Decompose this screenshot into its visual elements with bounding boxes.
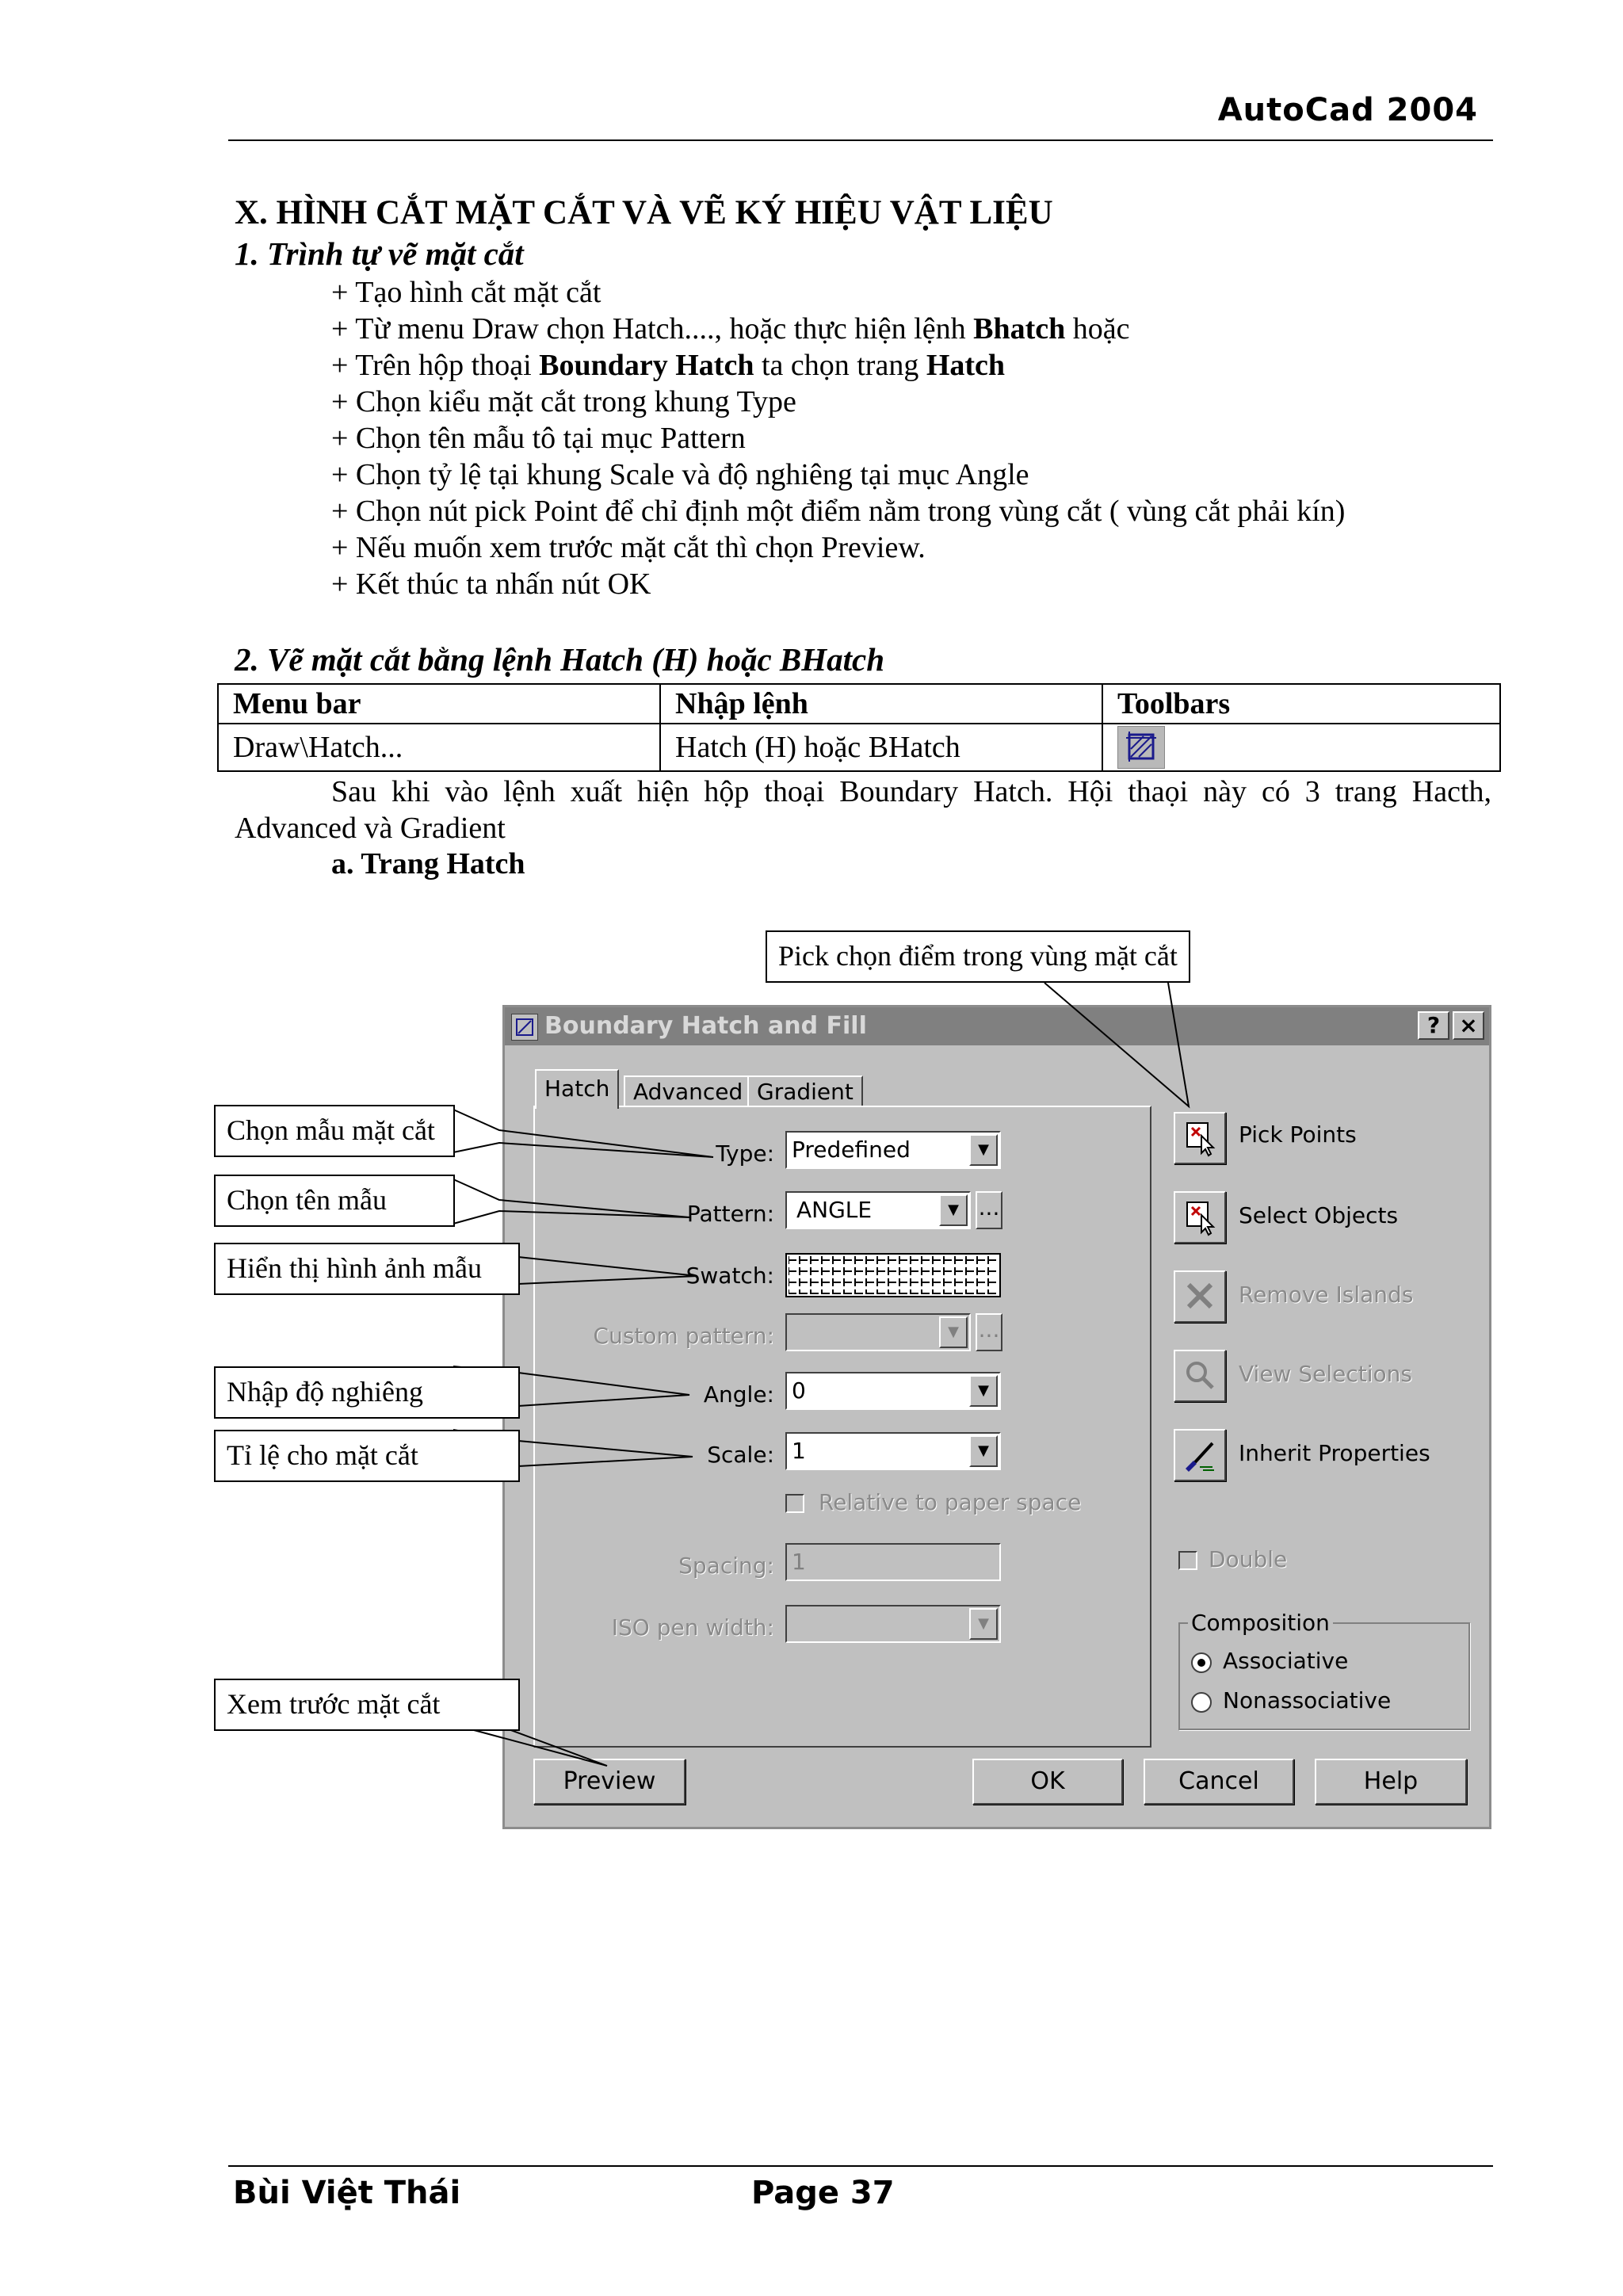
boundary-hatch-dialog <box>502 1005 1491 1829</box>
scale-value: 1 <box>792 1438 806 1464</box>
step-6: + Chọn tỷ lệ tại khung Scale và độ nghiêng tại mục Angle <box>331 458 1029 491</box>
step-4: + Chọn kiểu mặt cắt trong khung Type <box>331 385 796 418</box>
pattern-browse-button[interactable]: ... <box>976 1191 1002 1229</box>
select-objects-button[interactable] <box>1174 1191 1226 1244</box>
footer-rule <box>228 2165 1493 2167</box>
command-table <box>217 683 1501 772</box>
dialog-intro-paragraph: Sau khi vào lệnh xuất hiện hộp thoại Boundary Hatch. Hội thaọi này có 3 trang Hacth, Advanced và Gradient <box>235 775 1491 845</box>
double-checkbox <box>1178 1551 1197 1570</box>
scale-label: Scale: <box>707 1442 774 1468</box>
table-cell <box>1102 724 1500 771</box>
subheading-procedure: 1. Trình tự vẽ mặt cắt <box>235 235 524 272</box>
cancel-button[interactable]: Cancel <box>1144 1759 1294 1805</box>
composition-label: Composition <box>1188 1610 1333 1636</box>
relative-label: Relative to paper space <box>819 1489 1082 1515</box>
section-title: X. HÌNH CẮT MẶT CẮT VÀ VẼ KÝ HIỆU VẬT LIỆU <box>235 194 1053 231</box>
header-title: AutoCad 2004 <box>1217 92 1478 128</box>
inherit-properties-button[interactable] <box>1174 1429 1226 1481</box>
preview-button[interactable]: Preview <box>533 1759 685 1805</box>
select-objects-label[interactable]: Select Objects <box>1239 1202 1399 1228</box>
step-3: + Trên hộp thoại Boundary Hatch ta chọn trang Hatch <box>331 349 1006 382</box>
callout-angle: Nhập độ nghiêng <box>214 1366 520 1419</box>
view-selections-label: View Selections <box>1239 1361 1412 1387</box>
tab-advanced[interactable]: Advanced <box>624 1075 752 1107</box>
help-button[interactable]: Help <box>1315 1759 1467 1805</box>
pick-points-label[interactable]: Pick Points <box>1239 1121 1357 1148</box>
inherit-properties-label[interactable]: Inherit Properties <box>1239 1440 1430 1466</box>
spacing-input <box>785 1543 1001 1581</box>
step-9: + Kết thúc ta nhấn nút OK <box>331 567 651 601</box>
hatch-icon[interactable] <box>1117 726 1165 769</box>
table-cell: Hatch (H) hoặc BHatch <box>660 724 1102 771</box>
custom-pattern-select <box>785 1313 971 1351</box>
dialog-title: Boundary Hatch and Fill <box>544 1012 867 1040</box>
table-header-row <box>218 684 1500 724</box>
chevron-down-icon[interactable]: ▼ <box>969 1375 998 1407</box>
associative-label[interactable]: Associative <box>1223 1648 1349 1674</box>
swatch-preview[interactable] <box>785 1253 1001 1297</box>
custom-pattern-label: Custom pattern: <box>593 1323 774 1349</box>
app-icon <box>511 1014 538 1041</box>
remove-islands-button <box>1174 1270 1226 1323</box>
table-header: Toolbars <box>1102 684 1500 724</box>
callout-type: Chọn mẫu mặt cắt <box>214 1105 455 1157</box>
remove-islands-label: Remove Islands <box>1239 1282 1414 1308</box>
header-rule <box>228 139 1493 141</box>
nonassociative-radio[interactable] <box>1191 1692 1212 1713</box>
select-objects-icon <box>1176 1193 1224 1240</box>
swatch-pattern <box>787 1255 999 1296</box>
tab-gradient[interactable]: Gradient <box>747 1075 863 1107</box>
scale-select[interactable] <box>785 1432 1001 1470</box>
angle-select[interactable] <box>785 1372 1001 1410</box>
pick-points-button[interactable] <box>1174 1112 1226 1164</box>
angle-value: 0 <box>792 1377 806 1404</box>
chevron-down-icon[interactable]: ▼ <box>969 1134 998 1166</box>
step-8: + Nếu muốn xem trước mặt cắt thì chọn Preview. <box>331 531 926 564</box>
double-label: Double <box>1209 1546 1288 1572</box>
type-select[interactable] <box>785 1131 1001 1169</box>
custom-pattern-browse-button: ... <box>976 1313 1002 1351</box>
chevron-down-icon: ▼ <box>969 1608 998 1640</box>
pattern-select[interactable] <box>785 1191 971 1229</box>
callout-pattern: Chọn tên mẫu <box>214 1175 455 1227</box>
angle-label: Angle: <box>703 1381 774 1408</box>
table-cell: Draw\Hatch... <box>218 724 660 771</box>
spacing-label: Spacing: <box>678 1553 774 1579</box>
nonassociative-label[interactable]: Nonassociative <box>1223 1687 1392 1713</box>
view-selections-button <box>1174 1350 1226 1402</box>
close-icon[interactable]: × <box>1453 1011 1484 1040</box>
pick-points-icon <box>1176 1114 1224 1161</box>
magnifier-icon <box>1176 1351 1224 1399</box>
type-value: Predefined <box>792 1137 911 1163</box>
pattern-value: ANGLE <box>796 1197 873 1223</box>
callout-scale: Tỉ lệ cho mặt cắt <box>214 1430 520 1482</box>
footer-author: Bùi Việt Thái <box>233 2175 461 2211</box>
composition-group <box>1178 1622 1470 1730</box>
callout-preview: Xem trước mặt cắt <box>214 1679 520 1731</box>
iso-pen-width-label: ISO pen width: <box>611 1614 774 1641</box>
callout-swatch: Hiển thị hình ảnh mẫu <box>214 1243 520 1295</box>
pattern-label: Pattern: <box>686 1201 774 1227</box>
remove-x-icon <box>1176 1272 1224 1320</box>
step-7: + Chọn nút pick Point để chỉ định một điểm nằm trong vùng cắt ( vùng cắt phải kín) <box>331 495 1346 528</box>
swatch-label: Swatch: <box>685 1263 774 1289</box>
help-title-button[interactable]: ? <box>1418 1011 1449 1040</box>
chevron-down-icon: ▼ <box>939 1316 968 1348</box>
chevron-down-icon[interactable]: ▼ <box>939 1194 968 1226</box>
table-header: Menu bar <box>218 684 660 724</box>
chevron-down-icon[interactable]: ▼ <box>969 1435 998 1467</box>
footer-page-number: Page 37 <box>751 2175 895 2211</box>
step-1: + Tạo hình cắt mặt cắt <box>331 276 601 309</box>
table-header: Nhập lệnh <box>660 684 1102 724</box>
associative-radio[interactable] <box>1191 1652 1212 1673</box>
table-row <box>218 724 1500 771</box>
paintbrush-icon <box>1176 1431 1224 1478</box>
dialog-titlebar <box>505 1007 1489 1045</box>
relative-checkbox <box>785 1494 804 1513</box>
iso-pen-width-select <box>785 1605 1001 1643</box>
subheading-hatch-command: 2. Vẽ mặt cắt bằng lệnh Hatch (H) hoặc BHatch <box>235 641 885 678</box>
ok-button[interactable]: OK <box>972 1759 1123 1805</box>
callout-pick-points: Pick chọn điểm trong vùng mặt cắt <box>766 930 1190 983</box>
type-label: Type: <box>716 1140 774 1167</box>
spacing-value: 1 <box>792 1549 806 1575</box>
step-2: + Từ menu Draw chọn Hatch...., hoặc thực hiện lệnh Bhatch hoặc <box>331 312 1130 346</box>
subheading-hatch-tab: a. Trang Hatch <box>331 847 525 881</box>
tab-hatch[interactable]: Hatch <box>535 1069 619 1109</box>
step-5: + Chọn tên mẫu tô tại mục Pattern <box>331 422 746 455</box>
